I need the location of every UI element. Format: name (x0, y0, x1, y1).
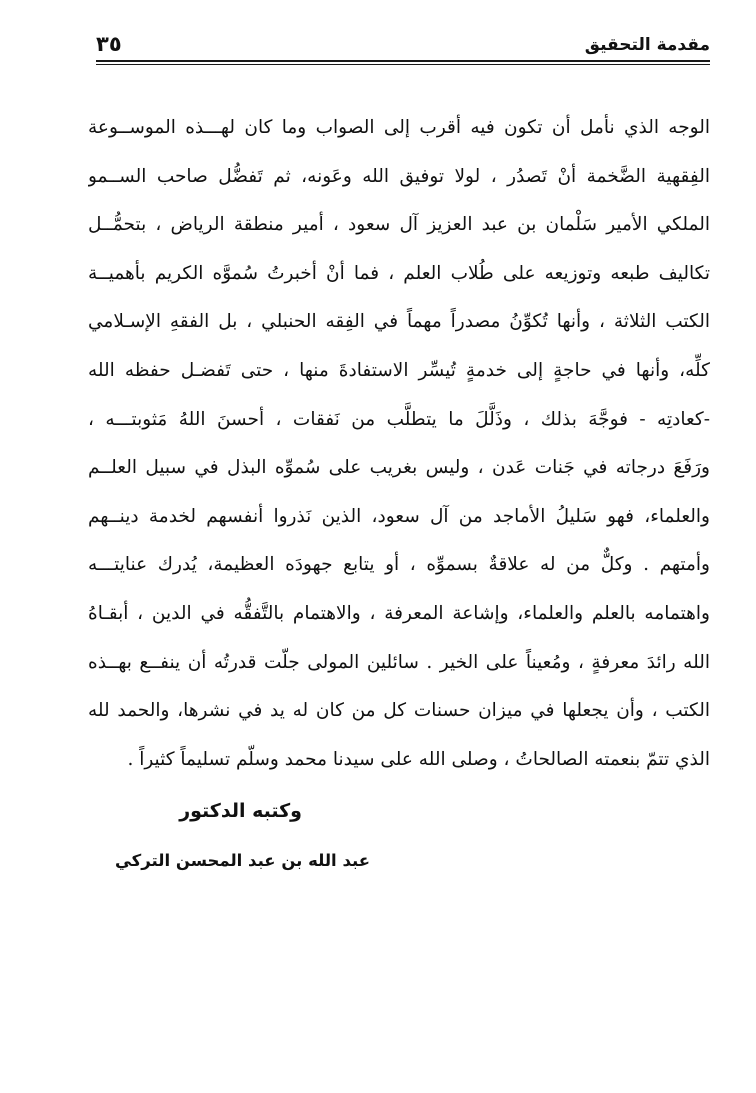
text-line: كلِّه، وأنها في حاجةٍ إلى خدمةٍ تُيسِّر الاستفادةَ منها ، حتى تَفضـل حفظه الله (88, 359, 710, 381)
page-header (96, 34, 710, 58)
signature-name: عبد الله بن عبد المحسن التركي (114, 851, 370, 870)
text-line: -كعادتِه - فوجَّهَ بذلك ، وذَلَّلَ ما يتطلَّب من نَفقات ، أحسنَ اللهُ مَثوبتـــه ، (88, 408, 710, 430)
header-rule-thick (96, 60, 710, 62)
text-line-last: الذي تتمّ بنعمته الصالحاتُ ، وصلى الله على سيدنا محمد وسلّم تسليماً كثيراً . (127, 748, 710, 770)
text-line: الملكي الأمير سَلْمان بن عبد العزيز آل سعود ، أمير منطقة الرياض ، بتحمُّــل (88, 214, 710, 236)
text-line: الفِقهية الضَّخمة أنْ تَصدُر ، لولا توفيق الله وعَونه، ثم تَفضُّل صاحب الســمو (88, 165, 710, 187)
body-paragraph (88, 104, 710, 784)
text-line: والعلماء، فهو سَليلُ الأماجد من آل سعود، الذين نَذروا أنفسهم لخدمة دينــهم (88, 505, 710, 527)
text-line: الكتب ، وأن يجعلها في ميزان حسنات كل من كان له يد في نشرها، والحمد لله (88, 700, 710, 722)
text-line: ورَفَعَ درجاته في جَنات عَدن ، وليس بغريب على سُموِّه البذل في سبيل العلــم (88, 457, 710, 479)
signature-block (110, 786, 370, 886)
text-line: الله رائدَ معرفةٍ ، ومُعيناً على الخير . سائلين المولى جلّت قدرتُه أن ينفــع بهــذه (88, 651, 710, 673)
page-number: ٣٥ (96, 32, 122, 56)
text-line: واهتمامه بالعلم والعلماء، وإشاعة المعرفة ، والاهتمام بالتَّفقُّه في الدين ، أبقـاهُ (88, 602, 710, 624)
signature-title: وكتبه الدكتور (179, 800, 302, 822)
text-line: الكتب الثلاثة ، وأنها تُكوِّنُ مصدراً مهماً في الفِقه الحنبلي ، بل الفقهِ الإسـلامي (88, 311, 710, 333)
running-title: مقدمة التحقيق (584, 35, 710, 55)
text-line: وأمتهم . وكلٌّ من له علاقةٌ بسموِّه ، أو يتابع جهودَه العظيمة، يُدرك عنايتـــه (88, 554, 710, 576)
header-rule-thin (96, 64, 710, 65)
text-line: الوجه الذي نأمل أن تكون فيه أقرب إلى الصواب وما كان لهـــذه الموســوعة (88, 117, 710, 138)
text-line: تكاليف طبعه وتوزيعه على طُلاب العلم ، فما أنْ أخبرتُ سُموَّه الكريم بأهميــة (88, 262, 710, 284)
